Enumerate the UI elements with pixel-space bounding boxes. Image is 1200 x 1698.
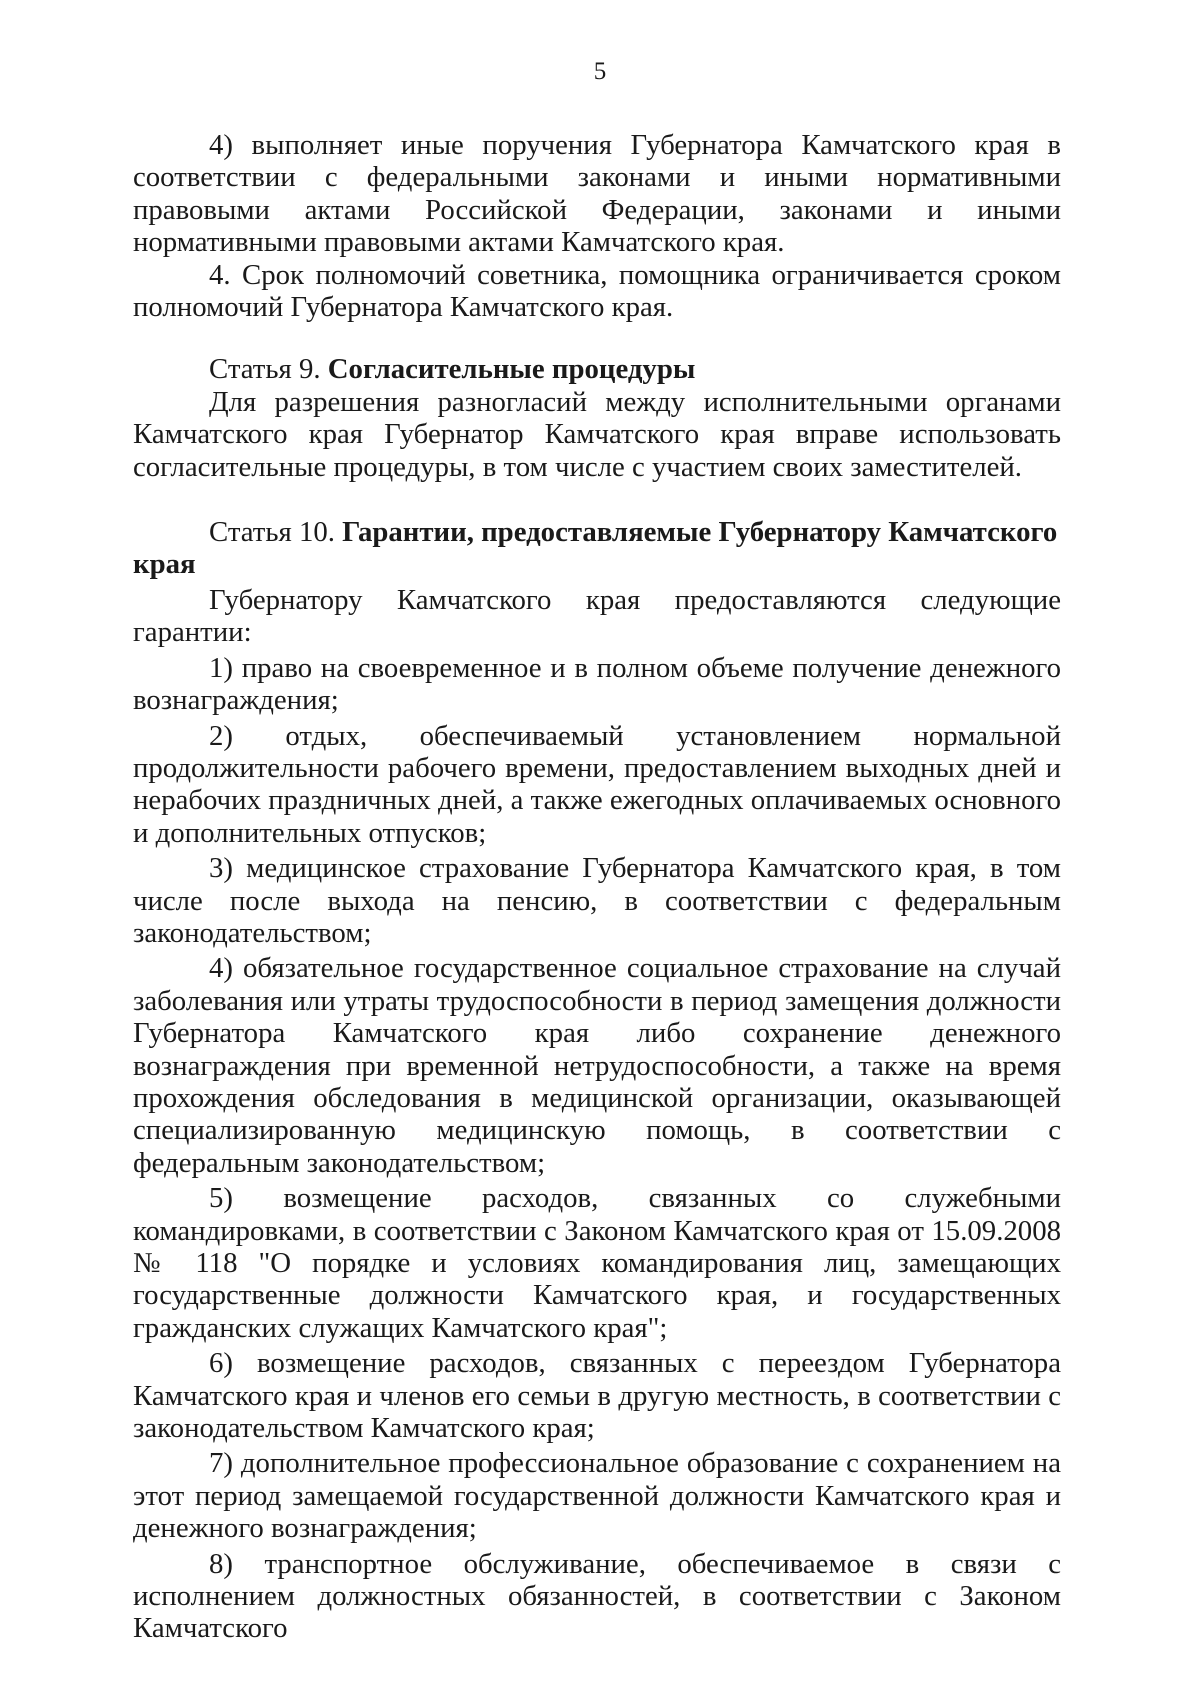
article-10-title: Гарантии, предоставляемые Губернатору Камчатского края [133,516,1058,581]
article-10-intro: Губернатору Камчатского края предоставляются следующие гарантии: [133,583,1061,649]
document-body [133,129,1061,1645]
article-9-label: Статья 9. [209,353,321,386]
article-9-heading [133,353,1061,385]
list-item: 8) транспортное обслуживание, обеспечиваемое в связи с исполнением должностных обязанностей, в соответствии с Законом Камчатского [133,1547,1061,1645]
list-item: 5) возмещение расходов, связанных со служебными командировками, в соответствии с Законом Камчатского края от 15.09.2008 № 118 "О порядке и условиях командирования лиц, замещающих государственные должности Камчатского края, и государственных гражданских служащих Камчатского края"; [133,1182,1061,1344]
list-item: 2) отдых, обеспечиваемый установлением нормальной продолжительности рабочего времени, предоставлением выходных дней и нерабочих праздничных дней, а также ежегодных оплачиваемых основного и дополнительных отпусков; [133,719,1061,849]
article-10-heading [133,516,1061,581]
list-item: 1) право на своевременное и в полном объеме получение денежного вознаграждения; [133,651,1061,717]
list-item: 3) медицинское страхование Губернатора Камчатского края, в том числе после выхода на пенсию, в соответствии с федеральным законодательством; [133,852,1061,949]
paragraph-term-of-office: 4. Срок полномочий советника, помощника ограничивается сроком полномочий Губернатора Камчатского края. [133,258,1061,324]
list-item: 6) возмещение расходов, связанных с переездом Губернатора Камчатского края и членов его семьи в другую местность, в соответствии с законодательством Камчатского края; [133,1347,1061,1445]
list-item: 4) обязательное государственное социальное страхование на случай заболевания или утраты трудоспособности в период замещения должности Губернатора Камчатского края либо сохранение денежного вознаграждения при временной нетрудоспособности, а также на время прохождения обследования в медицинской организации, оказывающей специализированную медицинскую помощь, в соответствии с федеральным законодательством; [133,952,1061,1179]
article-9-text: Для разрешения разногласий между исполнительными органами Камчатского края Губернатор Камчатского края вправе использовать согласительные процедуры, в том числе с участием своих заместителей. [133,385,1061,483]
article-9-title: Согласительные процедуры [327,353,696,386]
list-item: 7) дополнительное профессиональное образование с сохранением на этот период замещаемой государственной должности Камчатского края и денежного вознаграждения; [133,1447,1061,1545]
page-number: 5 [593,58,607,85]
paragraph-item-4: 4) выполняет иные поручения Губернатора Камчатского края в соответствии с федеральными законами и иными нормативными правовыми актами Российской Федерации, законами и иными нормативными правовыми актами Камчатского края. [133,129,1061,259]
article-10-label: Статья 10. [209,516,335,549]
